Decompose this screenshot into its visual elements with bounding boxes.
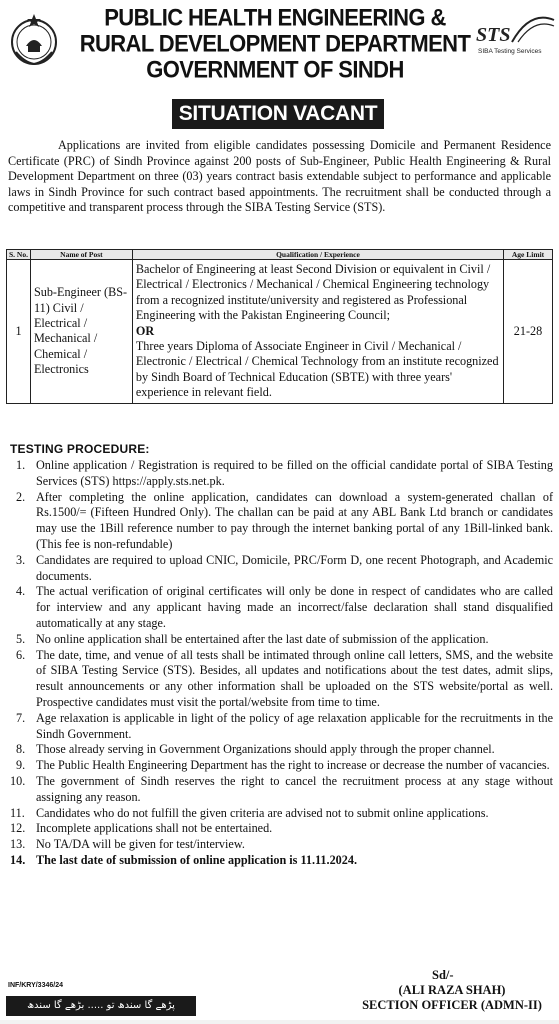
signatory-name: (ALI RAZA SHAH) <box>398 983 506 997</box>
cell-qualification <box>132 260 503 404</box>
signature-block <box>352 968 552 1013</box>
table-row <box>7 260 553 404</box>
qualification-or-label: OR <box>135 323 155 338</box>
list-item: 6. The date, time, and venue of all tests shall be intimated through online call letters, SMS, and the website of SIBA Testing Service (STS). Besides, all updates and notifications about the test dates, admit slips, result announcements or any other information shall be uploaded on the STS website/portal as well. Prospective candidates must visit the portal/website from time to time. <box>16 647 553 709</box>
list-item: 1. Online application / Registration is required to be filled on the official candidate portal of SIBA Testing Services (STS) https://apply.sts.net.pk. <box>16 458 553 488</box>
page-header <box>0 0 559 96</box>
table-header-row <box>7 250 553 260</box>
list-item: 8. Those already serving in Government Organizations should apply through the proper channel. <box>16 742 495 757</box>
header-qualification: Qualification / Experience <box>132 250 503 260</box>
header-age-limit: Age Limit <box>504 250 553 260</box>
department-title-line-3: GOVERNMENT OF SINDH <box>146 55 404 83</box>
testing-procedure-title: TESTING PROCEDURE: <box>10 442 150 456</box>
list-item: 4. The actual verification of original certificates will only be done in respect of candidates who are called for interview and any applicant having made an incorrect/false declaration shall stand disqualified automatically at any stage. <box>16 584 553 630</box>
sts-logo-swoosh-icon <box>510 14 556 44</box>
cell-sno: 1 <box>7 260 31 404</box>
header-sno: S. No. <box>7 250 31 260</box>
page-bottom-edge <box>0 1020 559 1024</box>
list-item: 11. Candidates who do not fulfill the given criteria are advised not to submit online applications. <box>10 805 489 820</box>
cell-age-limit: 21-28 <box>504 260 553 404</box>
signature-sd: Sd/- <box>432 968 454 982</box>
sindh-government-logo <box>6 12 62 68</box>
sindh-slogan-banner: پڑھے گا سندھ تو ..... بڑھے گا سندھ <box>6 996 196 1016</box>
qualification-option-2: Three years Diploma of Associate Engineer in Civil / Mechanical / Electronic / Electrical / Chemical Technology from an institute recognized by Sindh Board of Technical Education (SBTE) with three years' experience in relevant field. <box>135 339 499 400</box>
situation-vacant-banner: SITUATION VACANT <box>172 99 384 129</box>
list-item: 7. Age relaxation is applicable in light of the policy of age relaxation applicable for the recruitments in the Sindh Government. <box>16 710 553 741</box>
list-item: 10. The government of Sindh reserves the right to cancel the recruitment process at any stage without assigning any reason. <box>10 773 553 804</box>
cell-post: Sub-Engineer (BS-11) Civil / Electrical / Mechanical / Chemical / Electronics <box>30 260 132 404</box>
department-title-line-1: PUBLIC HEALTH ENGINEERING & <box>104 3 446 31</box>
list-item: 12. Incomplete applications shall not be entertained. <box>10 821 273 836</box>
list-item: 2. After completing the online application, candidates can download a system-generated challan of Rs.1500/= (Fifteen Hundred Only). The challan can be paid at any ABL Bank Ltd branch or candidates may use the 1Bill reference number to pay through the internet banking portal of any 1Bill-linked bank. (This fee is non-refundable) <box>16 489 553 551</box>
signatory-designation: SECTION OFFICER (ADMN-II) <box>362 998 542 1012</box>
header-post: Name of Post <box>30 250 132 260</box>
reference-number: INF/KRY/3346/24 <box>8 982 63 989</box>
department-title-line-2: RURAL DEVELOPMENT DEPARTMENT <box>79 29 471 57</box>
sts-logo-text: STS <box>476 24 511 46</box>
last-date-item: 14. The last date of submission of online application is 11.11.2024. <box>10 852 357 867</box>
sts-logo <box>474 14 556 58</box>
list-item: 3. Candidates are required to upload CNIC, Domicile, PRC/Form D, one recent Photograph, and Academic documents. <box>16 552 553 583</box>
intro-paragraph: Applications are invited from eligible candidates possessing Domicile and Permanent Residence Certificate (PRC) of Sindh Province against 200 posts of Sub-Engineer, Public Health Engineering & Rural Development Department on three (03) years contract basis extendable subject to performance and applicable laws in Sindh Province for such contract based appointments. The recruitment shall be conducted through a competitive and transparent process through the SIBA Testing Service (STS). <box>8 138 551 214</box>
list-item: 5. No online application shall be entertained after the last date of submission of the application. <box>16 631 489 646</box>
testing-procedure-list <box>6 458 553 869</box>
list-item: 13. No TA/DA will be given for test/interview. <box>10 837 245 852</box>
posts-table <box>6 249 553 404</box>
sts-logo-subtitle: SIBA Testing Services <box>478 48 542 55</box>
list-item: 9. The Public Health Engineering Department has the right to increase or decrease the number of vacancies. <box>16 758 550 773</box>
qualification-option-1: Bachelor of Engineering at least Second Division or equivalent in Civil / Electrical / Electronics / Mechanical / Chemical Engineering technology from a recognized institute/university and registered as Professional Engineering with the Pakistan Engineering Council; <box>135 262 491 323</box>
